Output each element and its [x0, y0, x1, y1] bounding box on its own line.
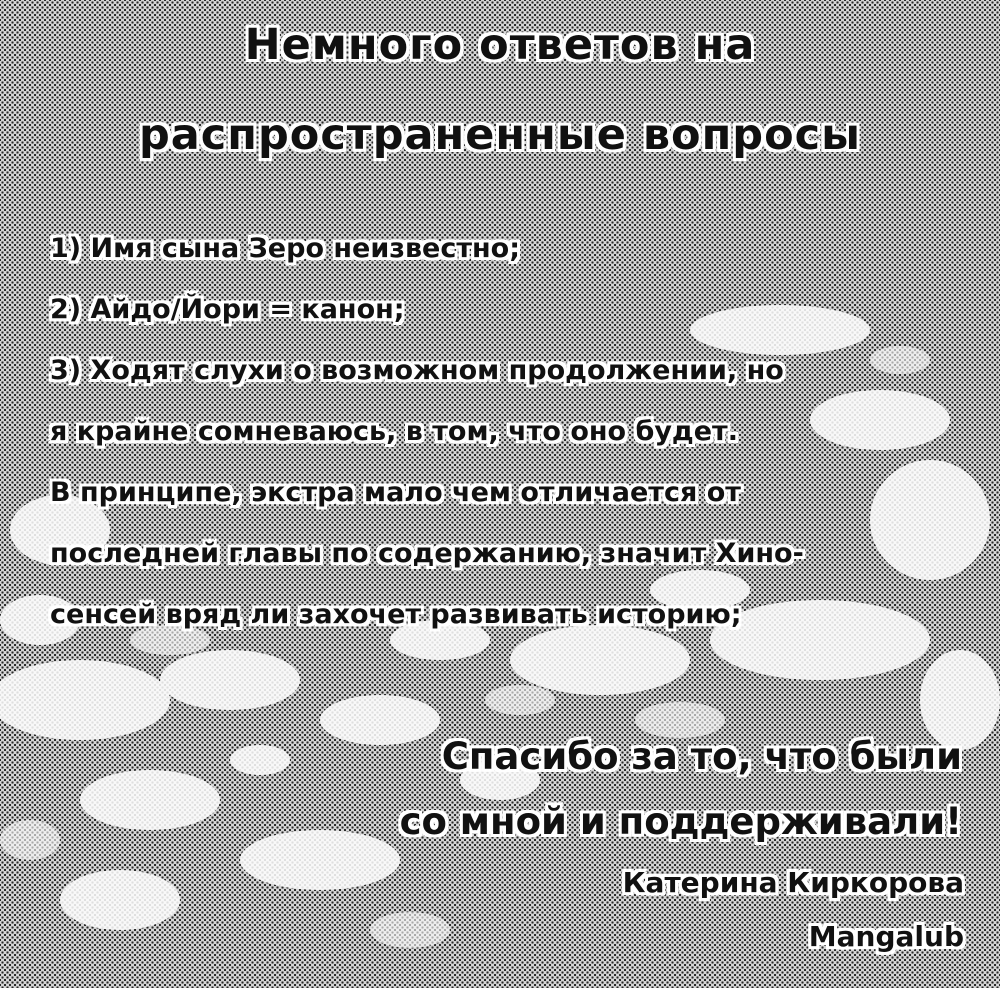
answer-line: я крайне сомневаюсь, в том, что оно будет.: [50, 416, 738, 447]
page-title-line-2: распространенные вопросы: [139, 110, 861, 160]
answers-list: [50, 218, 930, 645]
answer-line: 3) Ходят слухи о возможном продолжении, но: [50, 355, 784, 386]
thanks-line-1: Спасибо за то, что были: [441, 735, 962, 778]
answer-line: 1) Имя сына Зеро неизвестно;: [50, 233, 521, 264]
answer-line: 2) Айдо/Йори = канон;: [50, 294, 405, 325]
translator-name: Катерина Киркорова: [622, 866, 964, 899]
answer-line: В принципе, экстра мало чем отличается от: [50, 477, 741, 508]
thanks-line-2: со мной и поддерживали!: [399, 800, 962, 843]
answer-line: сенсей вряд ли захочет развивать историю;: [50, 599, 742, 630]
page-title-line-1: Немного ответов на: [244, 20, 756, 70]
answer-line: последней главы по содержанию, значит Хино-: [50, 538, 804, 569]
group-name: Mangalub: [808, 920, 964, 953]
